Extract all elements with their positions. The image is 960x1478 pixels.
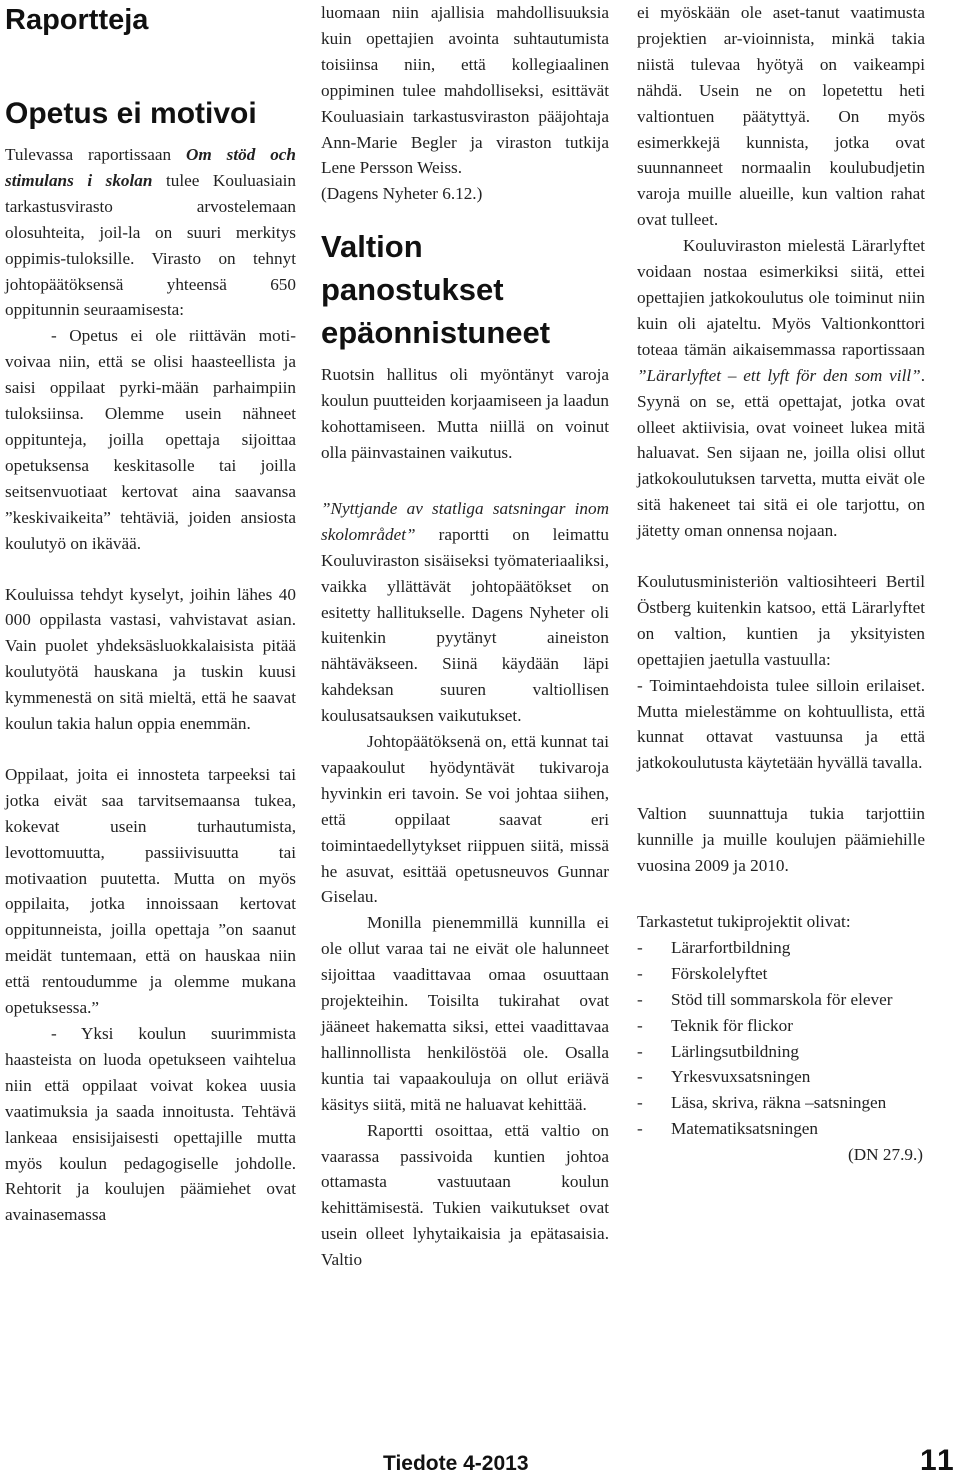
article-paragraph: Raportti osoittaa, että valtio on vaarassa passivoida kuntien johtoa ottamasta vastuutaan koulun kehittämisestä. Tukien vaikutukset ovat usein olleet lyhytaikaisia ja epätasaisia. Valtio <box>321 1120 609 1270</box>
article-paragraph <box>5 142 296 323</box>
article-lead: Ruotsin hallitus oli myöntänyt varoja koulun puutteiden korjaamiseen ja laadun kohottamiseen. Mutta niillä on voinut olla päinvastainen vaikutus. <box>321 365 609 462</box>
article-paragraph: Valtion suunnattuja tukia tarjottiin kunnille ja muille koulujen päämiehille vuosina 2009 ja 2010. <box>637 804 925 876</box>
list-item: - Läsa, skriva, räkna –satsningen <box>637 1090 925 1116</box>
article-paragraph: - Yksi koulun suurimmista haasteista on luoda opetukseen vaihtelua niin että oppilaat voivat kokea uusia vaatimuksia ja saada innoitusta. Tehtävä lankeaa ensisijaisesti opettajille mutta myös koulun pedagogiselle johdolle. Rehtorit ja koulujen päämiehet ovat avainasemassa <box>5 1024 296 1225</box>
list-item: - Lärlingsutbildning <box>637 1039 925 1065</box>
report-title: ”Nyttjande av statliga satsningar inom skolområdet” <box>321 498 609 544</box>
list-item: - Teknik för flickor <box>637 1013 925 1039</box>
article-title: Valtion panostukset epäonnistuneet <box>321 229 551 351</box>
list-item: - Lärarfortbildning <box>637 935 925 961</box>
publication-name: Tiedote 4-2013 <box>383 1452 529 1475</box>
article-paragraph: - Opetus ei ole riittävän moti-voivaa niin, että se olisi haasteellista ja saisi oppilaat pyrki-mään parhaimpiin tuloksiinsa. Olemme usein nähneet oppitunteja, joilla opettaja sijoittaa opetuksensa keskitasolle tai joilla seitsenvuotiaat kertovat aina saavansa ”keskivaikeita” tehtäviä, joiden ansiosta koulutyö on ikävää. <box>5 326 296 553</box>
column-3 <box>637 0 925 1168</box>
article-paragraph: Koulutusministeriön valtiosihteeri Bertil Östberg kuitenkin katsoo, että Lärarlyftet on valtion, kuntien ja yksityisten opettajien jaetulla vastuulla: <box>637 572 925 669</box>
page-number: 11 <box>920 1444 956 1477</box>
text-run: Kouluviraston mielestä Lärarlyftet voidaan nostaa esimerkiksi siitä, ettei opettajien jatkokoulutus ole toiminut niin kuin oli ajateltu. Myös Valtionkonttori toteaa tämän aikaisemmassa raportissaan <box>637 236 925 359</box>
article-paragraph: - Toimintaehdoista tulee silloin erilaiset. Mutta mielestämme on kohtuullista, että kunnat ottavat vastuunsa ja että jatkokoulutusta käytetään hyvällä tavalla. <box>637 675 925 773</box>
article-paragraph: Oppilaat, joita ei innosteta tarpeeksi tai jotka eivät saa tarvitsemaansa tukea, kokevat usein turhautumista, levottomuutta, passiivisuutta tai motivaation puutetta. Mutta on myös oppilaita, jotka innoissaan kertovat oppitunneista, joilla opettaja ”on saanut meidät tuntemaan, että on hauskaa niin että rentoudumme ja olemme mukana opetuksessa.” <box>5 764 296 1018</box>
report-title: ”Lärarlyftet – ett lyft för den som vill” <box>637 365 921 385</box>
column-1 <box>5 0 296 1228</box>
project-list <box>637 935 925 1142</box>
text-run: raportti on leimattu Kouluviraston sisäiseksi työmateriaaliksi, vaikka yllättävät johtopäätökset on esitetty hallitukselle. Dagens Nyheter oli kuitenkin pyytänyt aineiston nähtäväkseen. Siinä käydään läpi kahdeksan suuren valtiollisen koulusatsauksen vaikutukset. <box>321 524 609 726</box>
article-paragraph: ei myöskään ole aset-tanut vaatimusta projektien ar-vioinnista, minkä takia niistä tulevaa hyötyä on vaikeampi nähdä. Usein ne on lopetettu heti valtiontuen päätyttyä. On myös esimerkkejä kunnista, jotka ovat suunnanneet normaalin koulubudjetin varoja muille alueille, kun valtion rahat ovat tulleet. <box>637 3 925 230</box>
text-run: . Syynä on se, että opettajat, jotka ovat olleet aktiivisia, ovat voineet lukea mitä haluavat. Sen sijaan ne, joilla olisi ollut jatkokoulutuksen tarvetta, mutta eivät ole sitä hakeneet tai sitä ei ole tarjottu, on jätetty oman onnensa nojaan. <box>637 365 925 541</box>
list-item: - Stöd till sommarskola för elever <box>637 987 925 1013</box>
article-paragraph: Kouluissa tehdyt kyselyt, joihin lähes 40 000 oppilasta vastasi, vahvistavat asian. Vain puolet yhdeksäsluokkalaisista pitää koulutyötä hauskana ja tuskin kuusi kymmenestä on sitä mieltä, että he saavat koulun takia halun oppia enemmän. <box>5 584 296 734</box>
list-item: - Yrkesvuxsatsningen <box>637 1064 925 1090</box>
section-label: Raportteja <box>5 4 149 36</box>
list-intro: Tarkastetut tukiprojektit olivat: <box>637 912 851 931</box>
article-paragraph: Johtopäätöksenä on, että kunnat tai vapaakoulut hyödyntävät tukivaroja hyvinkin eri tavoin. Se voi johtaa siihen, että oppilaat saavat eri toimintaedellytykset riippuen siitä, missä he asuvat, esittää opetusneuvos Gunnar Giselau. <box>321 732 609 907</box>
column-2 <box>321 0 609 1273</box>
report-title: Om stöd och stimulans i skolan <box>5 145 296 190</box>
article-title: Opetus ei motivoi <box>5 97 257 130</box>
article-paragraph <box>637 233 925 544</box>
article-paragraph: luomaan niin ajallisia mahdollisuuksia kuin opettajien avointa suhtautumista toisiinsa niin, että kollegiaalinen oppiminen tulee mahdolliseksi, esittävät Kouluasiain tarkastusviraston pääjohtaja Ann-Marie Begler ja viraston tutkija Lene Persson Weiss. <box>321 3 609 178</box>
article-source: (Dagens Nyheter 6.12.) <box>321 184 483 204</box>
article-paragraph: Monilla pienemmillä kunnilla ei ole ollut varaa tai ne eivät ole halunneet sijoittaa vaadittavaa omaa osuuttaan projekteihin. Toisilta tukirahat ovat jääneet hakematta siksi, ettei vaadittavaa hallinnollista henkilöstöä ole. Osalla kuntia tai vapaakouluja on ollut eriävä käsitys siitä, mitä ne haluavat kehittää. <box>321 913 609 1114</box>
list-item: - Förskolelyftet <box>637 961 925 987</box>
article-paragraph <box>321 496 609 729</box>
text-run: Tulevassa raportissaan <box>5 145 186 164</box>
list-item: - Matematiksatsningen <box>637 1116 925 1142</box>
text-run: tulee Kouluasiain tarkastusvirasto arvostelemaan olosuhteita, joil-la on suuri merkitys oppimis-tuloksille. Virasto on tehnyt johtopäätöksensä yhteensä 650 oppitunnin seuraamisesta: <box>5 170 296 320</box>
article-source: (DN 27.9.) <box>848 1145 923 1165</box>
